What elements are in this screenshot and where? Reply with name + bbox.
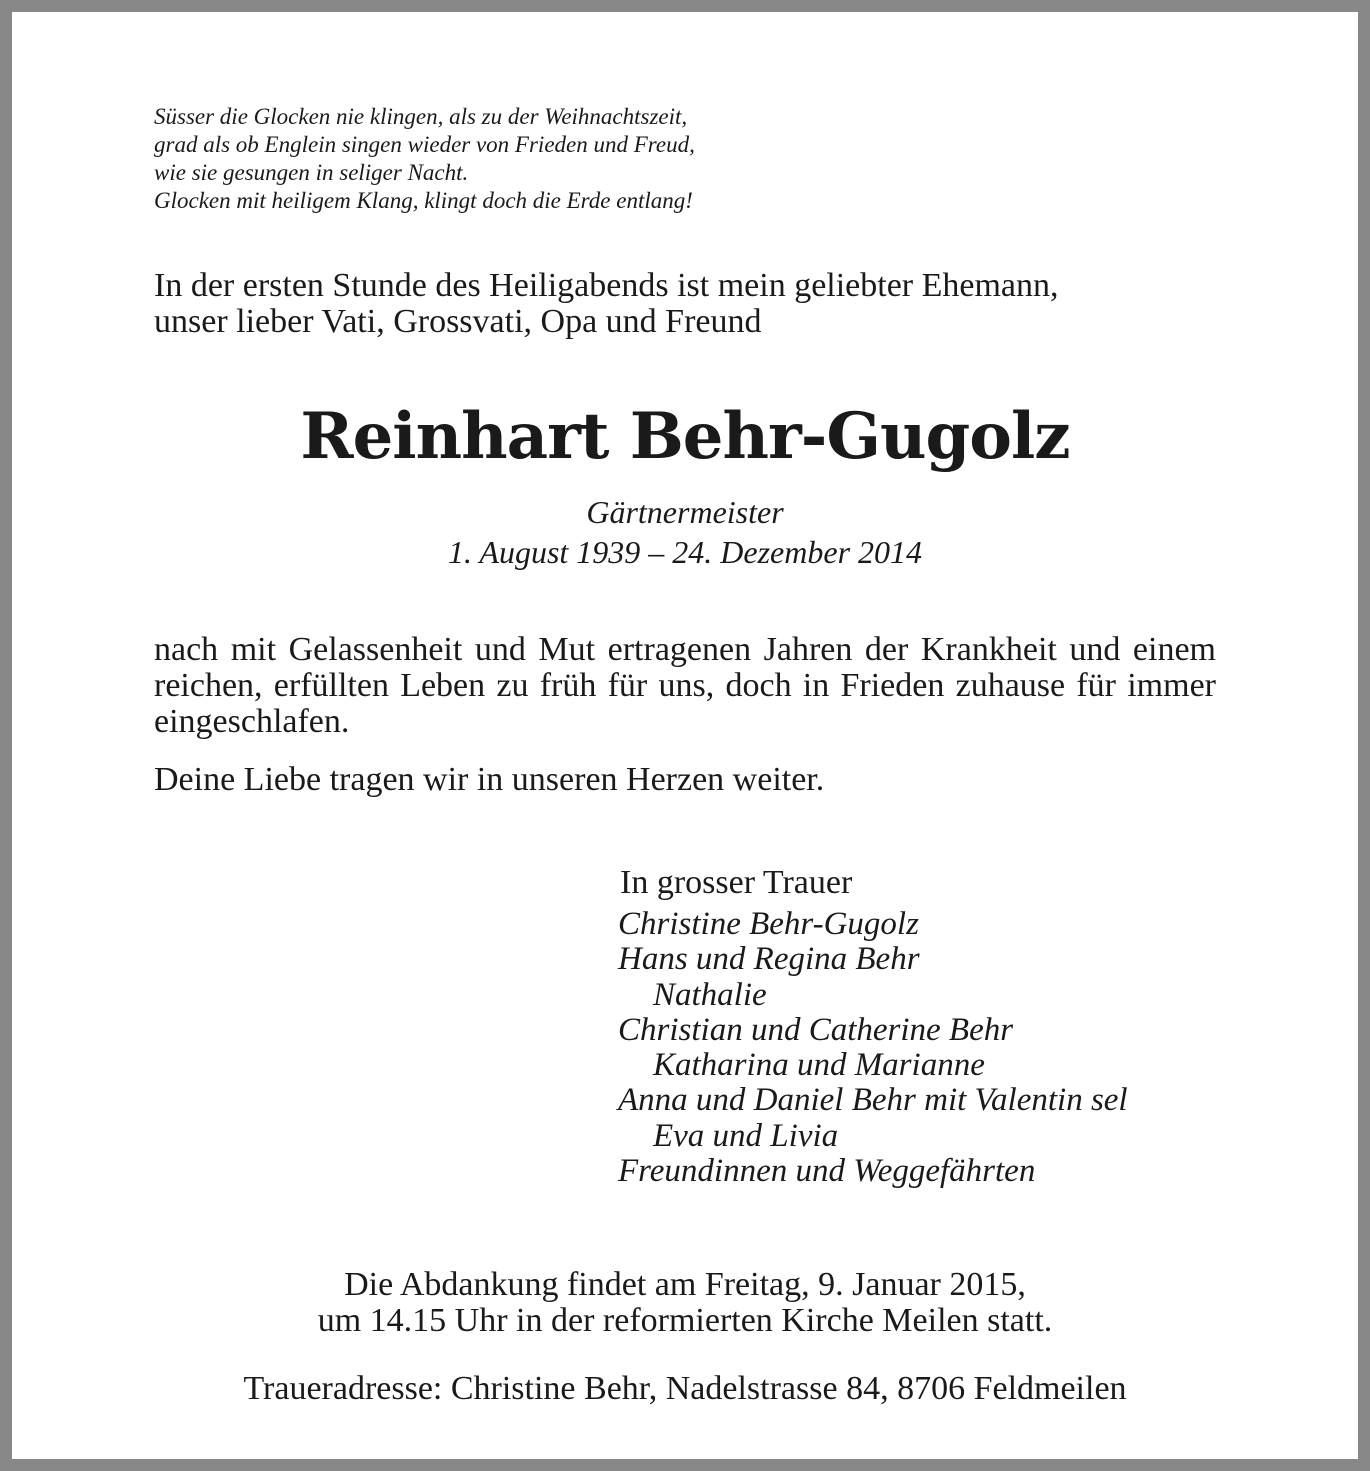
mourner-name: Nathalie <box>653 976 767 1013</box>
mourner-name: Christian und Catherine Behr <box>618 1011 1014 1048</box>
poem-line: grad als ob Englein singen wieder von Frieden und Freud, <box>154 132 695 157</box>
poem-line: Glocken mit heiligem Klang, klingt doch die Erde entlang! <box>154 188 693 213</box>
mourners-list <box>618 907 1128 1189</box>
intro-line: unser lieber Vati, Grossvati, Opa und Freund <box>154 303 762 340</box>
body-text: nach mit Gelassenheit und Mut ertragenen Jahren der Krankheit und einem reichen, erfüllten Leben zu früh für uns, doch in Frieden zuhause für immer eingeschlafen. <box>154 631 1216 740</box>
mourner-name: Eva und Livia <box>653 1117 839 1154</box>
mourner-name: Freundinnen und Weggefährten <box>618 1153 1036 1190</box>
deceased-name: Reinhart Behr-Gugolz <box>300 399 1070 474</box>
closing-line: Deine Liebe tragen wir in unseren Herzen weiter. <box>154 761 825 798</box>
poem-line: wie sie gesungen in seliger Nacht. <box>154 160 469 185</box>
life-dates: 1. August 1939 – 24. Dezember 2014 <box>447 534 923 570</box>
deceased-profession: Gärtnermeister <box>586 494 784 530</box>
mourner-name: Hans und Regina Behr <box>618 941 920 978</box>
mourner-name: Katharina und Marianne <box>653 1047 985 1084</box>
mourning-address: Traueradresse: Christine Behr, Nadelstrasse 84, 8706 Feldmeilen <box>243 1370 1127 1407</box>
service-info <box>12 1267 1358 1339</box>
mourners-heading: In grosser Trauer <box>620 864 853 901</box>
intro-line: In der ersten Stunde des Heiligabends ist mein geliebter Ehemann, <box>154 267 1059 304</box>
intro-text <box>154 268 1059 340</box>
service-line: Die Abdankung findet am Freitag, 9. Januar 2015, <box>344 1266 1026 1303</box>
mourner-name: Christine Behr-Gugolz <box>618 906 919 942</box>
poem-line: Süsser die Glocken nie klingen, als zu der Weihnachtszeit, <box>154 104 688 129</box>
obituary-page <box>12 12 1358 1459</box>
poem-verse <box>154 103 695 215</box>
mourner-name: Anna und Daniel Behr mit Valentin sel <box>618 1082 1128 1119</box>
service-line: um 14.15 Uhr in der reformierten Kirche Meilen statt. <box>317 1302 1053 1339</box>
